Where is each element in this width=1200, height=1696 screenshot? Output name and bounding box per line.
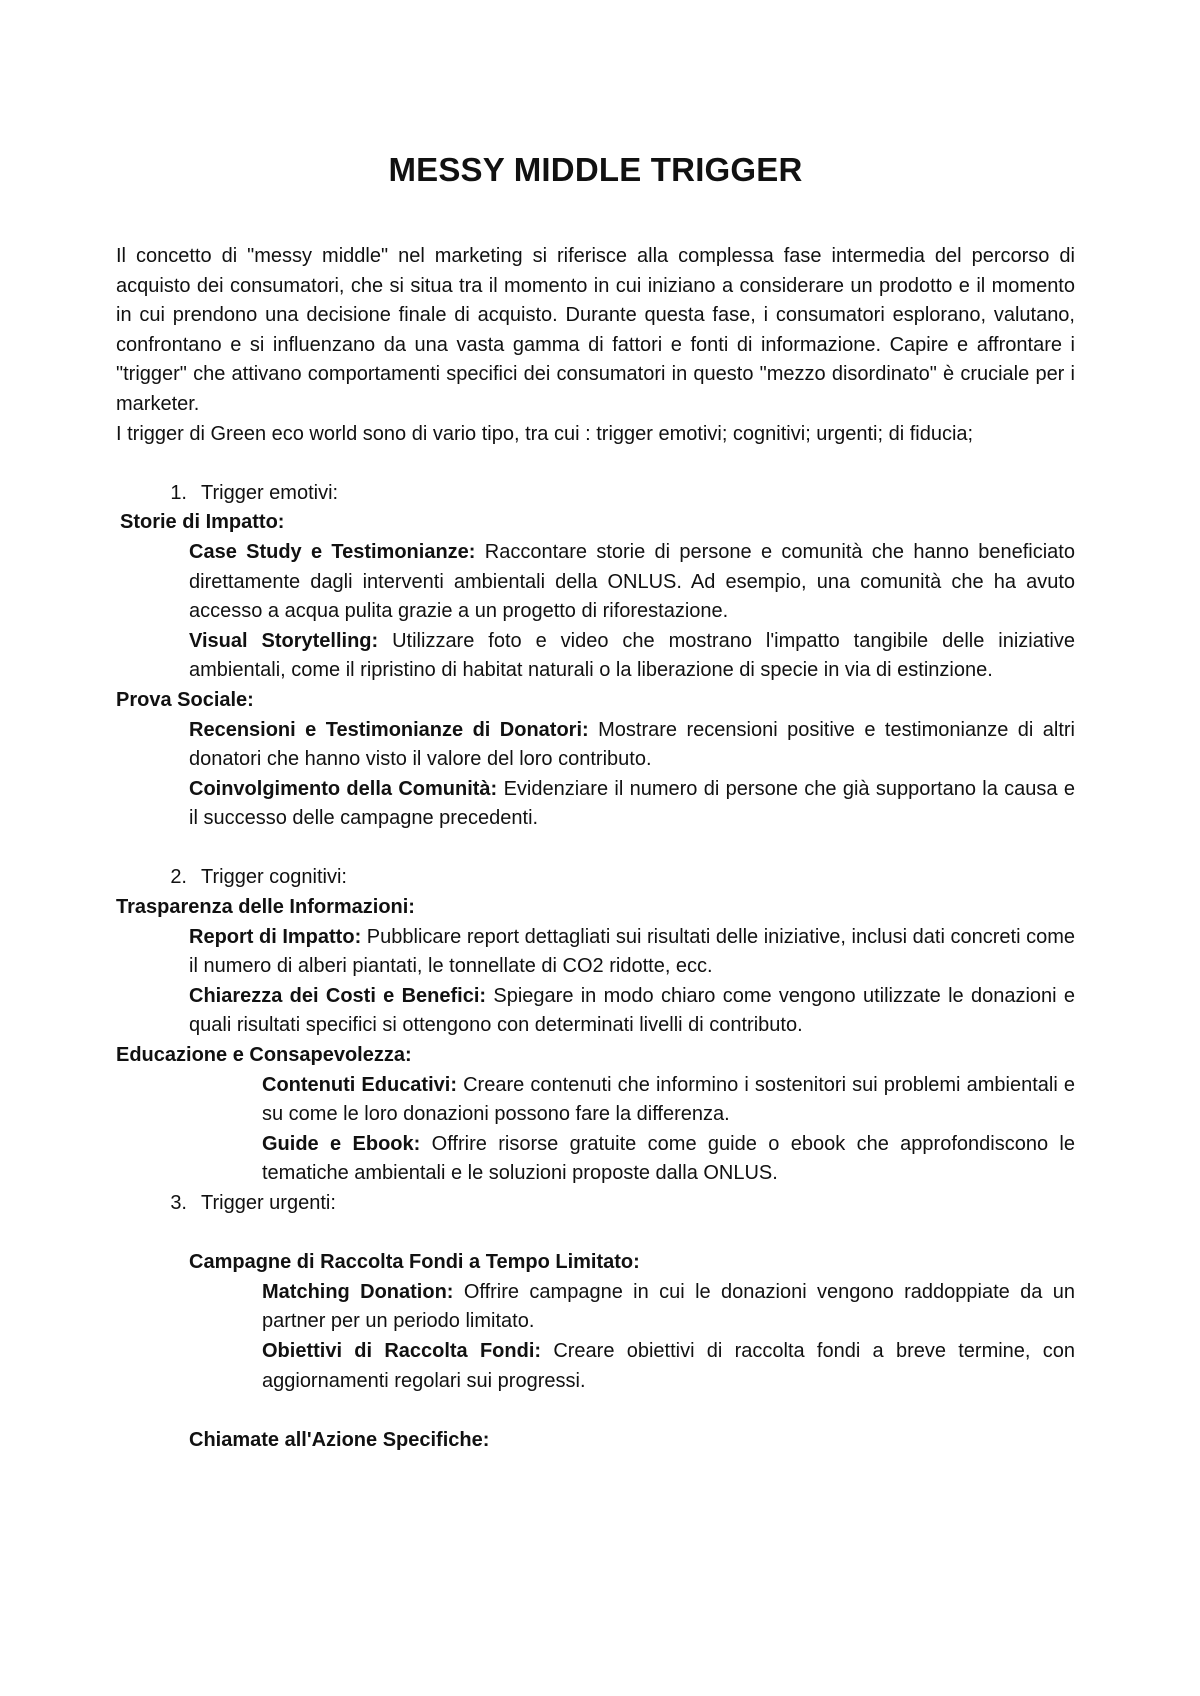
- section-heading: [116, 863, 1075, 893]
- section-number: 2.: [170, 866, 187, 889]
- item-text: Spiegare in modo chiaro come vengono utilizzate le donazioni e quali risultati specifici si ottengono con determinati livelli di contributo.: [189, 984, 1076, 1037]
- item-text: Utilizzare foto e video che mostrano l'impatto tangibile delle iniziative ambientali, come il ripristino di habitat naturali o la liberazione di specie in via di estinzione.: [189, 629, 1075, 682]
- trigger-types-paragraph: I trigger di Green eco world sono di vario tipo, tra cui : trigger emotivi; cognitivi; urgenti; di fiducia;: [116, 422, 974, 445]
- section-number: 3.: [170, 1192, 187, 1214]
- list-item: [116, 538, 1075, 627]
- list-item: [116, 1337, 1075, 1396]
- item-text: Creare contenuti che informino i sostenitori sui problemi ambientali e su come le loro donazioni possono fare la differenza.: [262, 1073, 1075, 1126]
- document-title: MESSY MIDDLE TRIGGER: [388, 151, 803, 188]
- section-emotional-triggers: [116, 479, 1075, 834]
- section-urgent-triggers: [116, 1189, 1075, 1455]
- category-label: Chiamate all'Azione Specifiche:: [189, 1428, 490, 1451]
- item-term: Report di Impatto:: [189, 925, 362, 948]
- list-item: [116, 716, 1075, 775]
- section-title: Trigger cognitivi:: [201, 866, 347, 889]
- item-term: Case Study e Testimonianze:: [189, 540, 476, 563]
- item-text: Mostrare recensioni positive e testimonianze di altri donatori che hanno visto il valore del loro contributo.: [189, 718, 1075, 771]
- item-text: Pubblicare report dettagliati sui risultati delle iniziative, inclusi dati concreti come il numero di alberi piantati, le tonnellate di CO2 ridotte, ecc.: [189, 925, 1075, 978]
- section-title: Trigger emotivi:: [201, 481, 339, 504]
- section-heading: [116, 1189, 1075, 1219]
- list-item: [116, 1278, 1075, 1337]
- list-item: [116, 1071, 1075, 1130]
- list-item: [116, 775, 1075, 834]
- category-label: Prova Sociale:: [116, 688, 254, 711]
- item-term: Matching Donation:: [262, 1280, 454, 1303]
- list-item: [116, 982, 1075, 1041]
- item-term: Chiarezza dei Costi e Benefici:: [189, 984, 487, 1007]
- category-label: Storie di Impatto:: [120, 511, 285, 534]
- list-item: [116, 1130, 1075, 1189]
- section-number: 1.: [170, 481, 187, 504]
- category-label: Campagne di Raccolta Fondi a Tempo Limitato:: [189, 1251, 640, 1274]
- item-text: Offrire campagne in cui le donazioni vengono raddoppiate da un partner per un periodo limitato.: [262, 1280, 1076, 1333]
- item-term: Obiettivi di Raccolta Fondi:: [262, 1339, 542, 1362]
- item-text: Raccontare storie di persone e comunità che hanno beneficiato direttamente dagli interventi ambientali della ONLUS. Ad esempio, una comunità che ha avuto accesso a acqua pulita grazie a un progetto di riforestazione.: [189, 540, 1075, 623]
- item-term: Recensioni e Testimonianze di Donatori:: [189, 718, 589, 741]
- item-text: Evidenziare il numero di persone che già supportano la causa e il successo delle campagne precedenti.: [189, 777, 1076, 830]
- list-item: [116, 627, 1075, 686]
- item-term: Coinvolgimento della Comunità:: [189, 777, 498, 800]
- item-term: Contenuti Educativi:: [262, 1073, 457, 1096]
- item-text: Creare obiettivi di raccolta fondi a breve termine, con aggiornamenti regolari sui progressi.: [262, 1339, 1075, 1392]
- item-term: Visual Storytelling:: [189, 629, 379, 652]
- intro-paragraph: Il concetto di "messy middle" nel marketing si riferisce alla complessa fase intermedia del percorso di acquisto dei consumatori, che si situa tra il momento in cui iniziano a considerare un prodotto e il momento in cui prendono una decisione finale di acquisto. Durante questa fase, i consumatori esplorano, valutano, confrontano e si influenzano da una vasta gamma di fattori e fonti di informazione. Capire e affrontare i "trigger" che attivano comportamenti specifici dei consumatori in questo "mezzo disordinato" è cruciale per i marketer.: [116, 245, 1075, 415]
- section-title: Trigger urgenti:: [201, 1192, 336, 1214]
- section-heading: [116, 479, 1075, 509]
- category-label: Trasparenza delle Informazioni:: [116, 896, 415, 919]
- section-cognitive-triggers: [116, 863, 1075, 1189]
- item-text: Offrire risorse gratuite come guide o ebook che approfondiscono le tematiche ambientali e le soluzioni proposte dalla ONLUS.: [262, 1132, 1075, 1185]
- category-label: Educazione e Consapevolezza:: [116, 1044, 412, 1067]
- list-item: [116, 923, 1075, 982]
- item-term: Guide e Ebook:: [262, 1132, 421, 1155]
